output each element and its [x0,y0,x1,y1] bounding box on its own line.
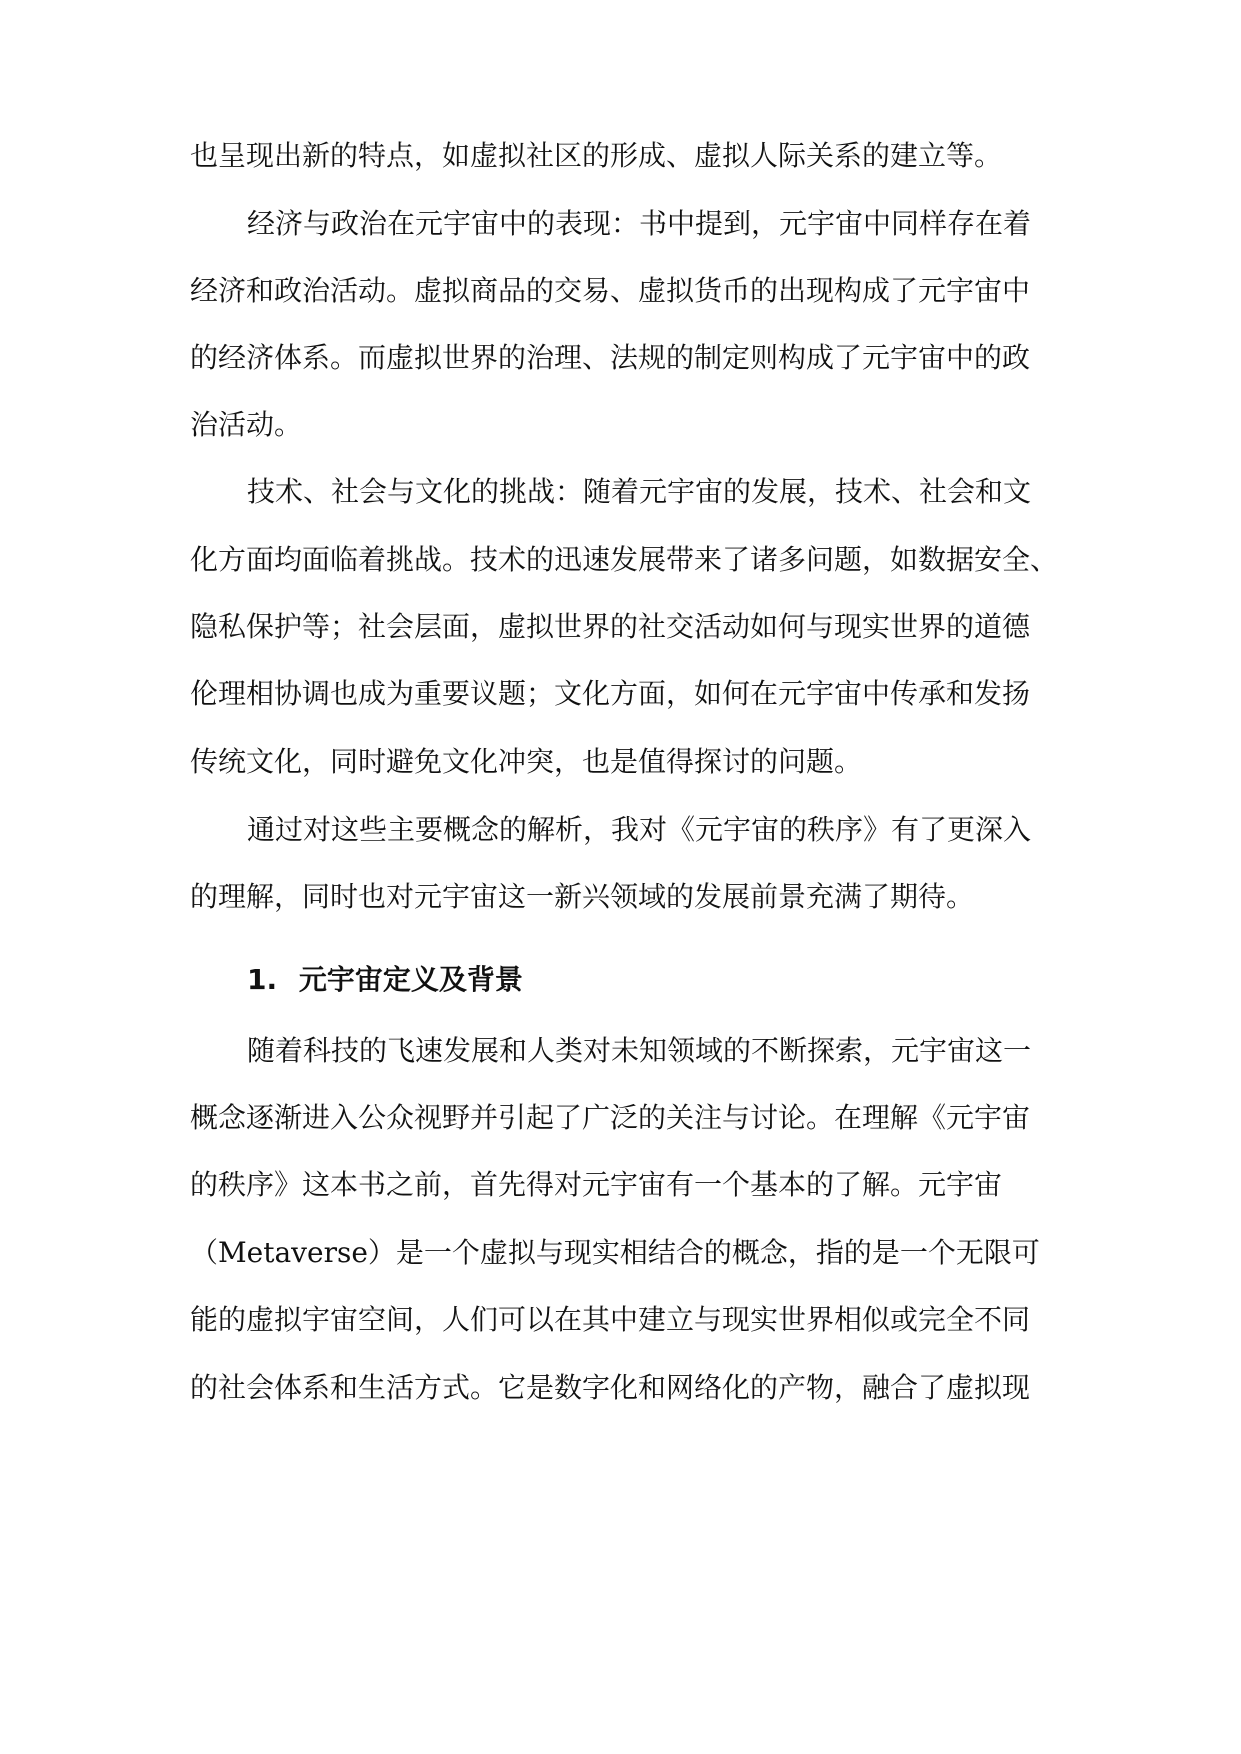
paragraph-line: 能的虚拟宇宙空间，人们可以在其中建立与现实世界相似或完全不同 [190,1303,1031,1336]
paragraph-line: 伦理相协调也成为重要议题；文化方面，如何在元宇宙中传承和发扬 [190,677,1031,710]
paragraph-line: 传统文化，同时避免文化冲突，也是值得探讨的问题。 [190,745,863,778]
paragraph-line: 治活动。 [190,408,303,441]
paragraph-line: 的社会体系和生活方式。它是数字化和网络化的产物，融合了虚拟现 [190,1371,1031,1404]
paragraph-line: 经济与政治在元宇宙中的表现：书中提到，元宇宙中同样存在着 [247,207,1032,240]
paragraph-line: 的秩序》这本书之前，首先得对元宇宙有一个基本的了解。元宇宙 [190,1168,1003,1201]
paragraph-line: 的理解，同时也对元宇宙这一新兴领域的发展前景充满了期待。 [190,880,975,913]
section-heading [247,960,523,1000]
paragraph-line: （Metaverse）是一个虚拟与现实相结合的概念，指的是一个无限可 [190,1236,1040,1269]
paragraph-line: 化方面均面临着挑战。技术的迅速发展带来了诸多问题，如数据安全、 [190,543,1059,576]
section-title: 元宇宙定义及背景 [298,963,523,996]
paragraph-line: 隐私保护等；社会层面，虚拟世界的社交活动如何与现实世界的道德 [190,610,1031,643]
paragraph-line: 也呈现出新的特点，如虚拟社区的形成、虚拟人际关系的建立等。 [190,139,1003,172]
paragraph-line: 通过对这些主要概念的解析，我对《元宇宙的秩序》有了更深入 [247,813,1032,846]
paragraph-line: 的经济体系。而虚拟世界的治理、法规的制定则构成了元宇宙中的政 [190,341,1031,374]
paragraph-line: 技术、社会与文化的挑战：随着元宇宙的发展，技术、社会和文 [247,475,1032,508]
section-number: 1. [247,963,278,996]
paragraph-line: 经济和政治活动。虚拟商品的交易、虚拟货币的出现构成了元宇宙中 [190,274,1031,307]
paragraph-line: 概念逐渐进入公众视野并引起了广泛的关注与讨论。在理解《元宇宙 [190,1101,1031,1134]
paragraph-line: 随着科技的飞速发展和人类对未知领域的不断探索，元宇宙这一 [247,1034,1032,1067]
